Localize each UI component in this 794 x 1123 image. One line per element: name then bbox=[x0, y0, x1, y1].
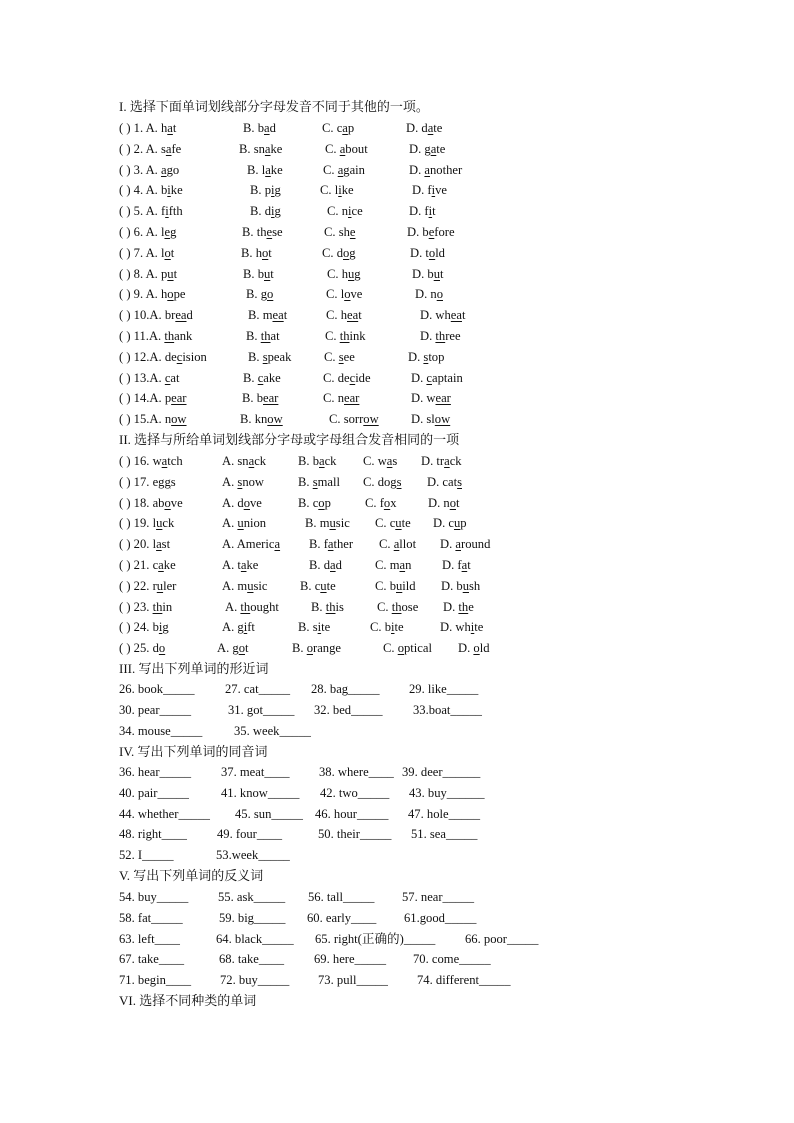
exercise-item: 55. ask_____ bbox=[218, 890, 286, 904]
option-d: D. fat bbox=[442, 558, 471, 572]
option-d: D. another bbox=[409, 162, 463, 177]
exercise-item: 71. begin____ bbox=[119, 973, 192, 988]
exercise-item: 28. bag_____ bbox=[311, 682, 380, 696]
exercise-item: 40. pair_____ bbox=[119, 785, 189, 800]
option-b: B. these bbox=[242, 225, 283, 239]
option-b: B. bear bbox=[242, 391, 279, 406]
option-c: C. think bbox=[325, 329, 366, 343]
option-b: B. father bbox=[309, 537, 354, 552]
exercise-item: 52. I_____ bbox=[119, 848, 174, 863]
option-c: C. fox bbox=[365, 495, 397, 510]
exercise-item: 61.good_____ bbox=[404, 910, 477, 925]
exercise-item: 63. left____ bbox=[119, 931, 180, 946]
option-a: A. America bbox=[222, 537, 281, 552]
exercise-item: 39. deer______ bbox=[402, 765, 481, 779]
option-a: A. dove bbox=[222, 495, 262, 510]
question-number: ( ) 3. A. ago bbox=[119, 162, 180, 177]
section-heading: V. 写出下列单词的反义词 bbox=[119, 868, 264, 883]
option-c: C. build bbox=[375, 578, 416, 593]
exercise-item: 29. like_____ bbox=[409, 682, 479, 696]
option-d: D. old bbox=[458, 641, 490, 656]
option-b: B. orange bbox=[292, 641, 341, 656]
exercise-item: 69. here_____ bbox=[314, 952, 387, 967]
question-word: ( ) 18. above bbox=[119, 495, 183, 510]
option-b: B. pig bbox=[250, 183, 281, 198]
exercise-item: 51. sea_____ bbox=[411, 827, 478, 842]
option-b: B. that bbox=[246, 329, 280, 343]
exercise-item: 66. poor_____ bbox=[465, 931, 539, 946]
question-number: ( ) 7. A. lot bbox=[119, 245, 175, 260]
option-c: C. sorrow bbox=[329, 412, 379, 427]
option-d: D. wheat bbox=[420, 308, 466, 323]
option-d: D. the bbox=[443, 599, 474, 614]
exercise-item: 56. tall_____ bbox=[308, 890, 375, 904]
option-c: C. dog bbox=[322, 245, 356, 260]
option-a: A. snack bbox=[222, 454, 267, 468]
section-heading: II. 选择与所给单词划线部分字母或字母组合发音相同的一项 bbox=[119, 432, 460, 447]
question-number: ( ) 12.A. decision bbox=[119, 349, 207, 364]
question-number: ( ) 14.A. pear bbox=[119, 391, 187, 406]
exercise-item: 60. early____ bbox=[307, 910, 377, 925]
option-b: B. bad bbox=[243, 121, 276, 135]
option-d: D. captain bbox=[411, 370, 463, 385]
option-b: B. snake bbox=[239, 141, 283, 156]
option-a: A. gift bbox=[222, 620, 255, 635]
option-b: B. dig bbox=[250, 204, 281, 219]
exercise-item: 30. pear_____ bbox=[119, 702, 192, 717]
exercise-item: 41. know_____ bbox=[221, 785, 300, 800]
option-b: B. site bbox=[298, 620, 331, 635]
question-word: ( ) 20. last bbox=[119, 537, 171, 552]
option-d: D. wear bbox=[411, 391, 451, 406]
question-number: ( ) 1. A. hat bbox=[119, 121, 177, 135]
exercise-item: 58. fat_____ bbox=[119, 910, 183, 925]
exercise-item: 48. right____ bbox=[119, 827, 187, 842]
exercise-item: 59. big_____ bbox=[219, 910, 286, 925]
exercise-item: 33.boat_____ bbox=[413, 702, 482, 717]
option-a: A. got bbox=[217, 641, 249, 656]
option-b: B. cute bbox=[300, 578, 336, 593]
option-d: D. not bbox=[428, 495, 460, 510]
option-d: D. date bbox=[406, 121, 443, 135]
option-d: D. fit bbox=[409, 204, 436, 219]
option-b: B. meat bbox=[248, 308, 288, 323]
option-c: C. cap bbox=[322, 121, 355, 135]
option-b: B. lake bbox=[247, 162, 283, 177]
question-number: ( ) 15.A. now bbox=[119, 412, 187, 427]
option-c: C. near bbox=[323, 391, 360, 406]
option-d: D. before bbox=[407, 225, 455, 239]
option-c: C. heat bbox=[326, 308, 362, 323]
question-word: ( ) 24. big bbox=[119, 620, 169, 635]
section-heading: IV. 写出下列单词的同音词 bbox=[119, 744, 268, 759]
option-a: A. snow bbox=[222, 474, 265, 489]
exercise-item: 49. four____ bbox=[217, 827, 283, 842]
question-number: ( ) 8. A. put bbox=[119, 266, 178, 281]
exercise-item: 27. cat_____ bbox=[225, 682, 291, 696]
option-d: D. but bbox=[412, 266, 444, 281]
exercise-item: 37. meat____ bbox=[221, 765, 290, 779]
option-d: D. three bbox=[420, 329, 461, 343]
option-d: D. around bbox=[440, 537, 491, 552]
exercise-item: 57. near_____ bbox=[402, 890, 475, 904]
exercise-item: 46. hour_____ bbox=[315, 806, 389, 821]
option-c: C. hug bbox=[327, 266, 361, 281]
option-c: C. was bbox=[363, 454, 398, 468]
question-word: ( ) 21. cake bbox=[119, 558, 176, 572]
exercise-item: 53.week_____ bbox=[216, 848, 290, 863]
option-d: D. track bbox=[421, 454, 462, 468]
option-c: C. cute bbox=[375, 516, 411, 531]
option-c: C. she bbox=[324, 225, 356, 239]
exercise-item: 38. where____ bbox=[319, 765, 394, 779]
option-d: D. cats bbox=[427, 474, 462, 489]
question-word: ( ) 22. ruler bbox=[119, 578, 177, 593]
question-word: ( ) 19. luck bbox=[119, 516, 175, 531]
exercise-item: 50. their_____ bbox=[318, 827, 392, 842]
option-a: A. union bbox=[222, 516, 267, 531]
option-b: B. but bbox=[243, 266, 274, 281]
question-number: ( ) 5. A. fifth bbox=[119, 204, 183, 219]
exercise-item: 35. week_____ bbox=[234, 723, 311, 738]
question-number: ( ) 11.A. thank bbox=[119, 329, 193, 343]
exercise-item: 31. got_____ bbox=[228, 702, 295, 717]
option-a: A. take bbox=[222, 558, 259, 572]
option-b: B. this bbox=[311, 599, 344, 614]
option-c: C. those bbox=[377, 599, 419, 614]
option-b: B. speak bbox=[248, 349, 292, 364]
option-d: D. cup bbox=[433, 516, 467, 531]
exercise-item: 34. mouse_____ bbox=[119, 723, 203, 738]
option-b: B. small bbox=[298, 474, 340, 489]
question-number: ( ) 13.A. cat bbox=[119, 370, 180, 385]
exercise-item: 42. two_____ bbox=[320, 785, 390, 800]
question-word: ( ) 17. eggs bbox=[119, 474, 176, 489]
option-d: D. five bbox=[412, 183, 447, 198]
option-d: D. white bbox=[440, 620, 484, 635]
option-c: C. allot bbox=[379, 537, 417, 552]
section-heading: VI. 选择不同种类的单词 bbox=[119, 993, 257, 1008]
option-d: D. told bbox=[410, 245, 445, 260]
question-number: ( ) 4. A. bike bbox=[119, 183, 183, 198]
option-c: C. nice bbox=[327, 204, 363, 219]
exercise-item: 64. black_____ bbox=[216, 931, 294, 946]
option-a: A. music bbox=[222, 578, 268, 593]
option-b: B. music bbox=[305, 516, 350, 531]
section-heading: I. 选择下面单词划线部分字母发音不同于其他的一项。 bbox=[119, 99, 429, 114]
exercise-item: 26. book_____ bbox=[119, 682, 195, 696]
option-c: C. again bbox=[323, 162, 365, 177]
exercise-item: 32. bed_____ bbox=[314, 702, 383, 717]
option-d: D. stop bbox=[408, 349, 445, 364]
option-a: A. thought bbox=[225, 599, 279, 614]
option-b: B. cop bbox=[298, 495, 331, 510]
option-c: C. decide bbox=[323, 370, 371, 385]
exercise-item: 47. hole_____ bbox=[408, 806, 481, 821]
option-b: B. go bbox=[246, 287, 274, 302]
exercise-item: 45. sun_____ bbox=[235, 806, 303, 821]
option-d: D. gate bbox=[409, 141, 446, 156]
exercise-item: 67. take____ bbox=[119, 952, 185, 967]
exercise-item: 72. buy_____ bbox=[220, 973, 290, 988]
exercise-item: 73. pull_____ bbox=[318, 973, 388, 988]
option-c: C. man bbox=[375, 558, 412, 572]
question-word: ( ) 16. watch bbox=[119, 454, 183, 468]
question-number: ( ) 6. A. leg bbox=[119, 225, 177, 239]
exercise-item: 36. hear_____ bbox=[119, 765, 192, 779]
option-d: D. slow bbox=[411, 412, 451, 427]
question-number: ( ) 2. A. safe bbox=[119, 141, 182, 156]
option-d: D. bush bbox=[441, 578, 481, 593]
question-word: ( ) 25. do bbox=[119, 641, 166, 656]
option-c: C. see bbox=[324, 349, 355, 364]
option-b: B. hot bbox=[241, 245, 272, 260]
option-c: C. love bbox=[326, 287, 363, 302]
question-number: ( ) 10.A. bread bbox=[119, 308, 193, 323]
option-c: C. about bbox=[325, 141, 368, 156]
option-b: B. cake bbox=[243, 370, 281, 385]
exercise-item: 44. whether_____ bbox=[119, 806, 210, 821]
exercise-item: 65. right(正确的)_____ bbox=[315, 931, 436, 946]
option-d: D. no bbox=[415, 287, 443, 302]
exercise-item: 54. buy_____ bbox=[119, 890, 189, 904]
question-number: ( ) 9. A. hope bbox=[119, 287, 186, 302]
option-c: C. optical bbox=[383, 641, 432, 656]
exercise-item: 68. take____ bbox=[219, 952, 285, 967]
exercise-item: 74. different_____ bbox=[417, 973, 511, 988]
option-b: B. know bbox=[240, 412, 283, 427]
option-b: B. back bbox=[298, 454, 337, 468]
question-word: ( ) 23. thin bbox=[119, 599, 173, 614]
option-c: C. dogs bbox=[363, 474, 402, 489]
exercise-item: 43. buy______ bbox=[409, 785, 485, 800]
option-c: C. bite bbox=[370, 620, 404, 635]
option-c: C. like bbox=[320, 183, 354, 198]
section-heading: III. 写出下列单词的形近词 bbox=[119, 661, 269, 676]
option-b: B. dad bbox=[309, 558, 342, 572]
exercise-item: 70. come_____ bbox=[413, 952, 491, 967]
